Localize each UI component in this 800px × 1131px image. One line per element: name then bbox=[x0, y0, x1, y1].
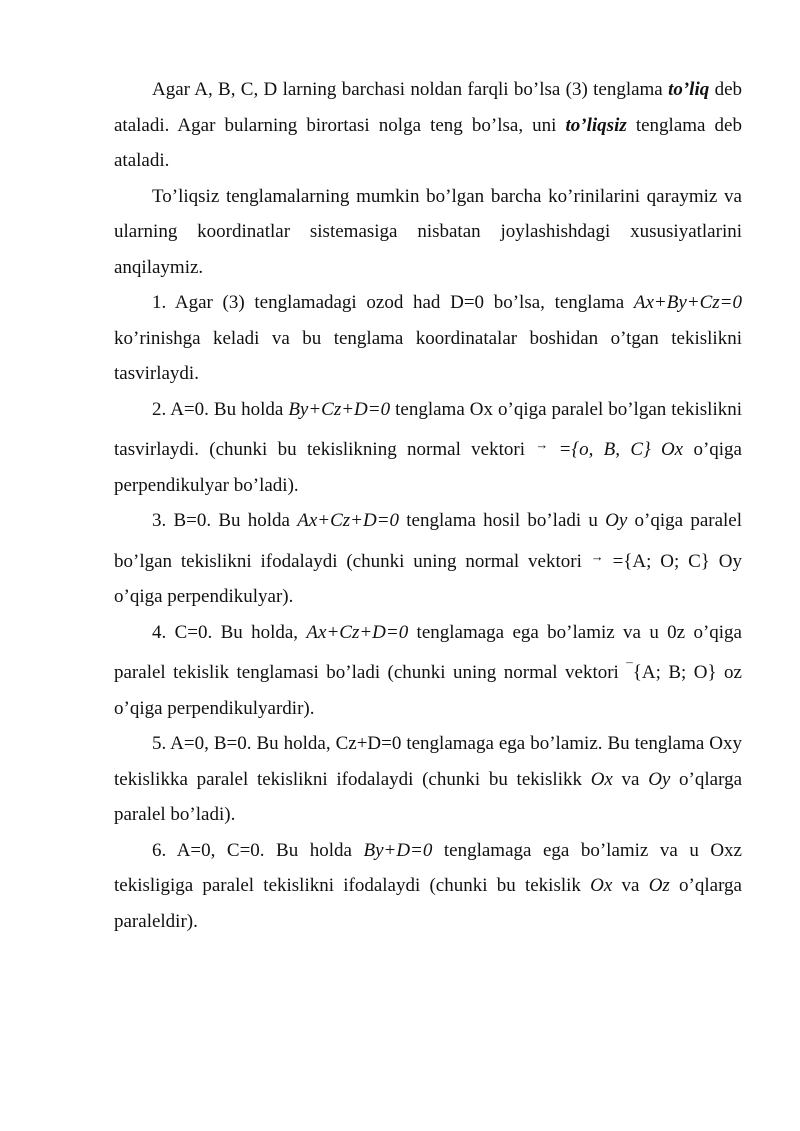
vector-bar-mark: ¯ bbox=[626, 660, 633, 675]
text-span: o’qlarga paraleldir). bbox=[114, 875, 742, 932]
paragraph-case-6 bbox=[114, 833, 742, 940]
text-span: 4. C=0. Bu holda, bbox=[152, 621, 307, 643]
equation: By+D=0 bbox=[363, 839, 433, 861]
text-span: Agar A, B, C, D larning barchasi noldan farqli bo’lsa (3) tenglama bbox=[152, 79, 669, 100]
vector-arrow-mark: → bbox=[590, 548, 604, 564]
text-span: deb ataladi. Agar bularning birortasi nolga teng bo’lsa, uni bbox=[114, 79, 743, 136]
paragraph-case-5 bbox=[114, 726, 742, 833]
text-span: 3. B=0. Bu holda bbox=[152, 510, 298, 531]
axis-name: Oz bbox=[648, 875, 670, 896]
text-span: o’qiga perpendikulyar bo’ladi). bbox=[114, 439, 742, 496]
text-span: o’qlarga paralel bo’ladi). bbox=[114, 768, 742, 825]
equation: Ax+Cz+D=0 bbox=[297, 510, 400, 531]
text-span: 6. A=0, C=0. Bu holda bbox=[152, 839, 364, 861]
axis-name: Ox bbox=[590, 875, 613, 896]
text-span: tenglama hosil bo’ladi u bbox=[399, 510, 606, 531]
vector-arrow-mark: → bbox=[535, 437, 549, 452]
term-incomplete: to’liqsiz bbox=[565, 114, 627, 136]
term-complete: to’liq bbox=[668, 79, 710, 100]
text-span: tenglamaga ega bo’lamiz va u Oxz tekisligiga paralel tekislikni ifodalaydi (chunki bu tekislik bbox=[114, 839, 742, 896]
text-span: 2. A=0. Bu holda bbox=[152, 398, 289, 420]
text-span: ={A; O; C} Oy o’qiga perpendikulyar). bbox=[114, 550, 742, 607]
text-span: 5. A=0, B=0. Bu holda, Cz+D=0 tenglamaga ega bo’lamiz. Bu tenglama Oxy tekislikka paralel tekislikni ifodalaydi (chunki bu tekislikk bbox=[114, 733, 742, 790]
paragraph-case-2 bbox=[114, 392, 742, 504]
text-span: tenglamaga ega bo’lamiz va u 0z o’qiga paralel tekislik tenglamasi bo’ladi (chunki uning normal vektori bbox=[114, 621, 742, 683]
text-span: 1. Agar (3) tenglamadagi ozod had D=0 bo’lsa, tenglama bbox=[152, 292, 634, 313]
text-span: va bbox=[612, 875, 649, 896]
text-span: tenglama Ox o’qiga paralel bo’lgan tekislikni tasvirlaydi. (chunki bu tekislikning normal vektori bbox=[114, 398, 742, 460]
axis-name: Oy bbox=[648, 768, 671, 790]
text-span: va bbox=[612, 768, 649, 790]
axis-name: Oy bbox=[605, 510, 628, 531]
equation: Ax+Cz+D=0 bbox=[306, 621, 409, 643]
text-span: o’qiga paralel bo’lgan tekislikni ifodalaydi (chunki uning normal vektori bbox=[114, 510, 742, 572]
paragraph-case-4 bbox=[114, 615, 742, 727]
text-span: {A; B; O} oz o’qiga perpendikulyardir). bbox=[114, 662, 742, 719]
paragraph-case-3 bbox=[114, 503, 742, 615]
equation: Ax+By+Cz=0 bbox=[633, 292, 742, 313]
vector-components: ={o, B, C} Ox bbox=[548, 439, 684, 460]
equation: By+Cz+D=0 bbox=[288, 398, 391, 420]
text-span: ko’rinishga keladi va bu tenglama koordinatalar boshidan o’tgan tekislikni tasvirlaydi. bbox=[114, 327, 742, 384]
document-page bbox=[114, 72, 742, 939]
text-span: tenglama deb ataladi. bbox=[114, 114, 742, 171]
paragraph-intro bbox=[114, 179, 742, 286]
axis-name: Ox bbox=[590, 768, 613, 790]
paragraph-complete-incomplete-definition bbox=[114, 72, 742, 179]
text-span: To’liqsiz tenglamalarning mumkin bo’lgan barcha ko’rinilarini qaraymiz va ularning koordinatlar sistemasiga nisbatan joylashishdagi xususiyatlarini anqilaymiz. bbox=[114, 185, 742, 278]
paragraph-case-1 bbox=[114, 285, 742, 392]
